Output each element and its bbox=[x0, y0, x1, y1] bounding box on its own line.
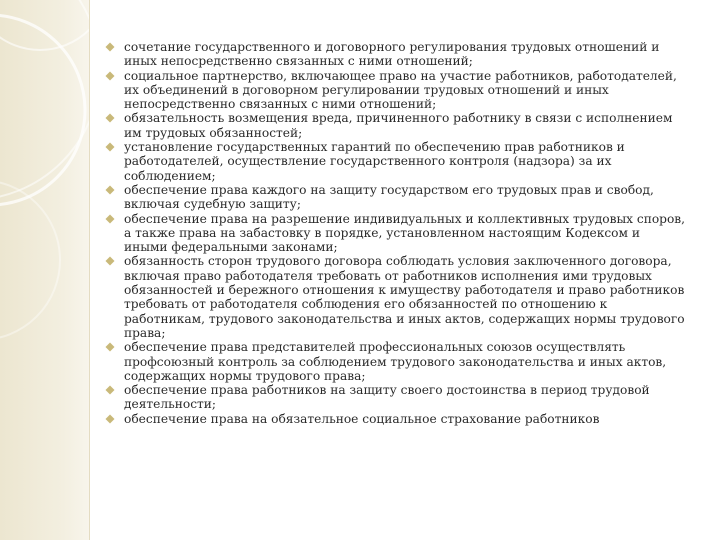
bullet-item bbox=[105, 412, 687, 426]
bullet-item bbox=[105, 140, 687, 183]
bullet-text: обязательность возмещения вреда, причиненного работнику в связи с исполнением им трудовых обязанностей; bbox=[124, 111, 673, 140]
diamond-bullet-icon bbox=[105, 142, 115, 152]
diamond-bullet-icon bbox=[105, 113, 115, 123]
decorative-arcs bbox=[0, 0, 90, 540]
diamond-bullet-icon bbox=[105, 385, 115, 395]
bullet-text: обеспечение права на разрешение индивидуальных и коллективных трудовых споров, а также права на забастовку в порядке, установленном настоящим Кодексом и иными федеральными законами; bbox=[124, 211, 686, 255]
bullet-text: установление государственных гарантий по обеспечению прав работников и работодателей, осуществление государственного контроля (надзора) за их соблюдением; bbox=[124, 140, 625, 183]
bullet-item bbox=[105, 40, 687, 69]
bullet-text: обеспечение права на обязательное социальное страхование работников bbox=[124, 411, 600, 426]
bullet-item bbox=[105, 340, 687, 383]
bullet-text: обязанность сторон трудового договора соблюдать условия заключенного договора, включая право работодателя требовать от работников исполнения ими трудовых обязанностей и бережного отношения к имуществу работодателя и право работников требовать от работодателя соблюдения его обязанностей по отношению к работникам, трудового законодательства и иных актов, содержащих нормы трудового права; bbox=[124, 254, 685, 340]
diamond-bullet-icon bbox=[105, 71, 115, 81]
diamond-bullet-icon bbox=[105, 414, 115, 424]
bullet-item bbox=[105, 212, 687, 255]
bullet-text: обеспечение права представителей профессиональных союзов осуществлять профсоюзный контроль за соблюдением трудового законодательства и иных актов, содержащих нормы трудового права; bbox=[124, 340, 667, 383]
bullet-text: сочетание государственного и договорного регулирования трудовых отношений и иных непосредственно связанных с ними отношений; bbox=[124, 40, 660, 69]
bullet-text: социальное партнерство, включающее право на участие работников, работодателей, их объединений в договорном регулировании трудовых отношений и иных непосредственно связанных с ними отношений; bbox=[124, 68, 677, 112]
bullet-text: обеспечение права работников на защиту своего достоинства в период трудовой деятельности; bbox=[124, 383, 650, 412]
bullet-item bbox=[105, 254, 687, 340]
bullet-item bbox=[105, 111, 687, 140]
decorative-side-band bbox=[0, 0, 90, 540]
bullet-list bbox=[105, 40, 687, 426]
slide-content bbox=[105, 40, 687, 426]
bullet-item bbox=[105, 383, 687, 412]
diamond-bullet-icon bbox=[105, 256, 115, 266]
diamond-bullet-icon bbox=[105, 342, 115, 352]
diamond-bullet-icon bbox=[105, 214, 115, 224]
bullet-text: обеспечение права каждого на защиту государством его трудовых прав и свобод, включая судебную защиту; bbox=[124, 182, 654, 212]
bullet-item bbox=[105, 69, 687, 112]
bullet-item bbox=[105, 183, 687, 212]
band-divider bbox=[89, 0, 90, 540]
diamond-bullet-icon bbox=[105, 42, 115, 52]
diamond-bullet-icon bbox=[105, 185, 115, 195]
